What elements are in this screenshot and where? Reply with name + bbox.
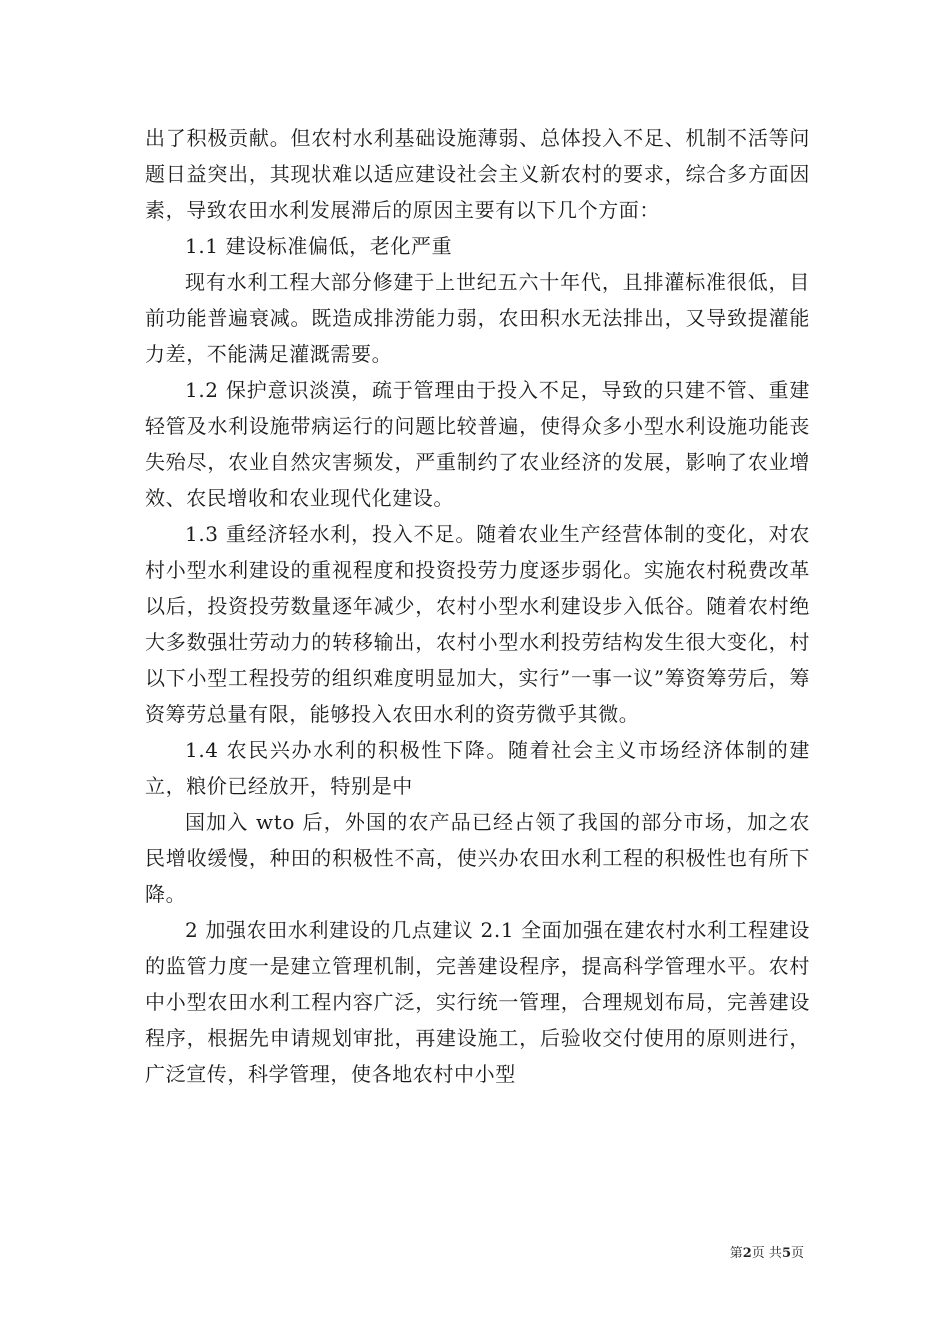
paragraph-2: 2 加强农田水利建设的几点建议 2.1 全面加强在建农村水利工程建设的监管力度一是建立管理机制，完善建设程序，提高科学管理水平。农村中小型农田水利工程内容广泛，实行统一管理，合理规划布局，完善建设程序，根据先申请规划审批，再建设施工，后验收交付使用的原则进行，广泛宣传，科学管理，使各地农村中小型	[145, 918, 810, 1086]
document-body	[145, 120, 810, 1092]
footer-middle: 页 共	[751, 1246, 782, 1261]
current-page-number: 2	[742, 1246, 752, 1261]
paragraph-1-4-continued: 国加入 wto 后，外国的农产品已经占领了我国的部分市场，加之农民增收缓慢，种田的积极性不高，使兴办农田水利工程的积极性也有所下降。	[145, 810, 810, 906]
paragraph-intro: 出了积极贡献。但农村水利基础设施薄弱、总体投入不足、机制不活等问题日益突出，其现状难以适应建设社会主义新农村的要求，综合多方面因素，导致农田水利发展滞后的原因主要有以下几个方面：	[145, 126, 810, 222]
paragraph-1-4: 1.4 农民兴办水利的积极性下降。随着社会主义市场经济体制的建立，粮价已经放开，特别是中	[145, 738, 810, 798]
paragraph-1-3: 1.3 重经济轻水利，投入不足。随着农业生产经营体制的变化，对农村小型水利建设的重视程度和投资投劳力度逐步弱化。实施农村税费改革以后，投资投劳数量逐年减少，农村小型水利建设步入低谷。随着农村绝大多数强壮劳动力的转移输出，农村小型水利投劳结构发生很大变化，村以下小型工程投劳的组织难度明显加大，实行”一事一议”筹资筹劳后，筹资筹劳总量有限，能够投入农田水利的资劳微乎其微。	[145, 522, 810, 726]
section-heading-1-1: 1.1 建设标准偏低，老化严重	[185, 234, 453, 258]
paragraph-1-2: 1.2 保护意识淡漠，疏于管理由于投入不足，导致的只建不管、重建轻管及水利设施带病运行的问题比较普遍，使得众多小型水利设施功能丧失殆尽，农业自然灾害频发，严重制约了农业经济的发展，影响了农业增效、农民增收和农业现代化建设。	[145, 378, 810, 510]
footer-suffix: 页	[790, 1246, 804, 1261]
paragraph-1-1-body: 现有水利工程大部分修建于上世纪五六十年代，且排灌标准很低，目前功能普遍衰减。既造成排涝能力弱，农田积水无法排出，又导致提灌能力差，不能满足灌溉需要。	[145, 270, 810, 366]
footer-prefix: 第	[729, 1246, 743, 1261]
page-number-footer	[730, 1246, 804, 1262]
total-pages-number: 5	[781, 1246, 791, 1261]
